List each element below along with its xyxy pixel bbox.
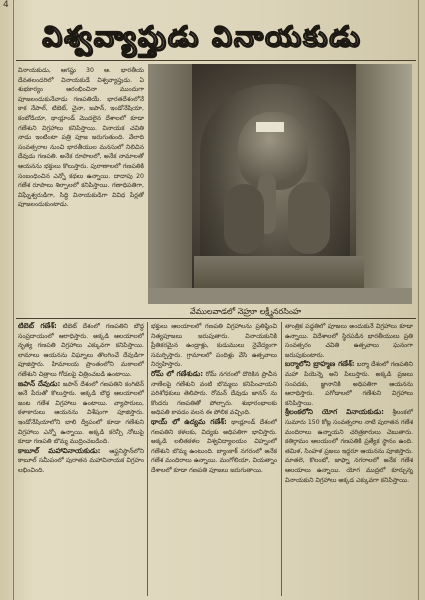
subheading-burma: బర్మాలోని బ్రాహ్మణ గణేశ్: [285, 360, 355, 369]
clipping-border-right [418, 0, 419, 600]
photo-caption: వేములవాడలో నెహ్రూ లక్ష్మీనరసింహ [190, 307, 302, 316]
idol-pedestal [194, 256, 364, 290]
page-number: 4 [3, 0, 9, 10]
article-paragraph: జపాన్ దేశంలో గణపతిని కంగిటెన్ అనే పేరుతో కొలుస్తారు. అక్కడి బౌద్ధ ఆలయాలలో జంట గణేశ విగ్రహాలు ఉంటాయి. వ్యాపారులు, కళాకారులు ఆయనను విశేషంగా పూజిస్తారు. ఇండోనేషియాలోని బాలి ద్వీపంలో కూడా గణేశుని విగ్రహాలు ఎన్నో ఉన్నాయి. అక్కడి కరెన్సీ నోటుపై కూడా గణపతి బొమ్మ ముద్రించబడింది. [18, 380, 144, 446]
subheading-tibet: టిబెట్ గణేశ్: [18, 322, 57, 330]
photo-pillar-left [148, 64, 192, 304]
subheading-rome: రోమ్ లో గణేశుడు: [151, 369, 204, 378]
clipping-border-left [13, 0, 14, 600]
article-paragraph: బర్మా దేశంలో గణపతిని మహా పియెన్నె అని పిలుస్తారు. అక్కడి ప్రజలు సంపదకు, జ్ఞానానికి అధిపతిగా ఆయనను ఆరాధిస్తారు. పగోడాలలో గణేశుని విగ్రహాలు కనిపిస్తాయి. [285, 361, 413, 407]
article-column-left-top [18, 66, 144, 304]
article-paragraph: రోమ్ నగరంలో దొరికిన ప్రాచీన నాణేలపై గణేశుని వంటి బొమ్మలు కనిపించాయని పరిశోధకులు తెలిపారు. రోమన్ దేవుడు జానస్ ను కొందరు గణపతితో పోల్చారు. శుభారంభాలకు అధిపతి కావడం వలన ఈ పోలిక వచ్చింది. [151, 370, 277, 417]
article-paragraph: టిబెట్ దేశంలో గణపతిని బౌద్ధ సంప్రదాయంలో ఆరాధిస్తారు. అక్కడి ఆలయాలలో నృత్య గణపతి విగ్రహాలు ఎక్కువగా కనిపిస్తాయి. లామాలు ఆయనను విఘ్నాలు తొలగించే దేవుడిగా పూజిస్తారు. హిమాలయ ప్రాంతంలోని మఠాలలో గణేశుని చిత్రాలు గోడలపై చిత్రించబడి ఉంటాయి. [18, 323, 144, 378]
photo-pillar-right [356, 64, 412, 304]
ganesha-idol-photo [148, 64, 412, 304]
subheading-srilanka: శ్రీలంకలోని యోగ వినాయకుడు: [285, 408, 384, 417]
article-paragraph: ఆఫ్ఘనిస్థాన్‌లోని కాబూల్ సమీపంలో పురాతన మహావినాయక విగ్రహం లభించింది. [18, 447, 144, 474]
headline-rule [16, 60, 416, 61]
article-paragraph: శ్రీలంకలో సుమారు 150 కోట్ల సంవత్సరాల నాటి పురాతన గణేశ మందిరాలు ఉన్నాయని చరిత్రకారులు చెబుతారు. కతిర్గామం ఆలయంలో గణపతికి ప్రత్యేక స్థానం ఉంది. తమిళ, సింహళ ప్రజలు ఇద్దరూ ఆయనను పూజిస్తారు. మాతలె, కొలంబో, జాఫ్నా నగరాలలో అనేక గణేశ ఆలయాలు ఉన్నాయి. యోగ ముద్రలో కూర్చున్న వినాయకుని విగ్రహాలు అక్కడ ఎక్కువగా కనిపిస్తాయి. [285, 409, 413, 484]
subheading-kabul: కాబూల్ మహావినాయకుడు: [18, 446, 101, 455]
article-column-left-bottom [18, 322, 144, 596]
article-paragraph: థాయ్లాండ్ దేశంలో గణపతిని కళలకు, విద్యకు అధిపతిగా భావిస్తారు. అక్కడి లలితకళల విశ్వవిద్యాలయం చిహ్నంలో గణేశుని బొమ్మ ఉంటుంది. బ్యాంకాక్ నగరంలో అనేక గణేశ మందిరాలు ఉన్నాయి. మంగోలియా, వియత్నాం దేశాలలో కూడా గణపతి పూజలు జరుగుతాయి. [151, 418, 277, 474]
subheading-japan: జపాన్ దేవుడు: [18, 379, 61, 388]
article-column-right [285, 322, 413, 596]
article-paragraph: వినాయకుడు, ఆగష్టు 30 ఆ. భారతీయ దేవతలందరిలో వినాయకుడే విశ్వవ్యాప్తుడు. ఏ శుభకార్యం ఆరంభించినా ముందుగా పూజలందుకునేవాడు గణపతియే. భారతదేశంలోనే కాక నేపాల్, టిబెట్, చైనా, జపాన్, ఇండోనేషియా, కంబోడియా, థాయ్లాండ్ మొదలైన దేశాలలో కూడా గణేశుని విగ్రహాలు కనిపిస్తాయి. వినాయక చవితి నాడు ఇంటింటా పత్రి పూజ జరుగుతుంది. వేలాది సంవత్సరాల నుంచి భారతీయుల మనసులో నిలిచిన దేవుడు గణపతి. అనేక రూపాలలో, అనేక నామాలతో ఆయనను భక్తులు కొలుస్తారు. పురాణాలలో గణపతికి సంబంధించిన ఎన్నో కథలు ఉన్నాయి. దాదాపు 20 గణేశ రూపాలు శిల్పాలలో కనిపిస్తాయి. గణాధిపతిగా, విఘ్నేశ్వరుడిగా, సిద్ధి వినాయకుడిగా వివిధ పేర్లతో పూజలందుకుంటాడు. [18, 67, 144, 209]
idol-body-left [224, 184, 264, 254]
idol-cloth [256, 122, 284, 132]
column-divider [281, 322, 282, 596]
article-column-middle [151, 322, 277, 596]
idol-body-right [288, 182, 330, 254]
article-paragraph: తాంత్రిక పద్ధతిలో పూజలు అందుకునే విగ్రహాలు కూడా ఉన్నాయి. విదేశాలలో స్థిరపడిన భారతీయులు ప్రతి సంవత్సరం చవితి ఉత్సవాలు ఘనంగా జరుపుకుంటారు. [285, 323, 413, 359]
article-headline: విశ్వవ్యాప్తుడు వినాయకుడు [42, 20, 362, 53]
column-divider [147, 322, 148, 596]
photo-floor [148, 288, 412, 304]
article-paragraph: భక్తులు ఆలయాలలో గణపతి విగ్రహాలను ప్రతిష్ఠించి నిత్యపూజలు జరుపుతారు. వినాయకునికి ప్రీతికరమైన ఉండ్రాళ్లు, కుడుములు నైవేద్యంగా సమర్పిస్తారు. గ్రామాలలో పందిళ్లు వేసి ఉత్సవాలు నిర్వహిస్తారు. [151, 323, 277, 369]
subheading-thailand: థాయ్ లో ఉద్యమ గణేశ్: [151, 417, 227, 426]
section-rule [16, 318, 416, 319]
